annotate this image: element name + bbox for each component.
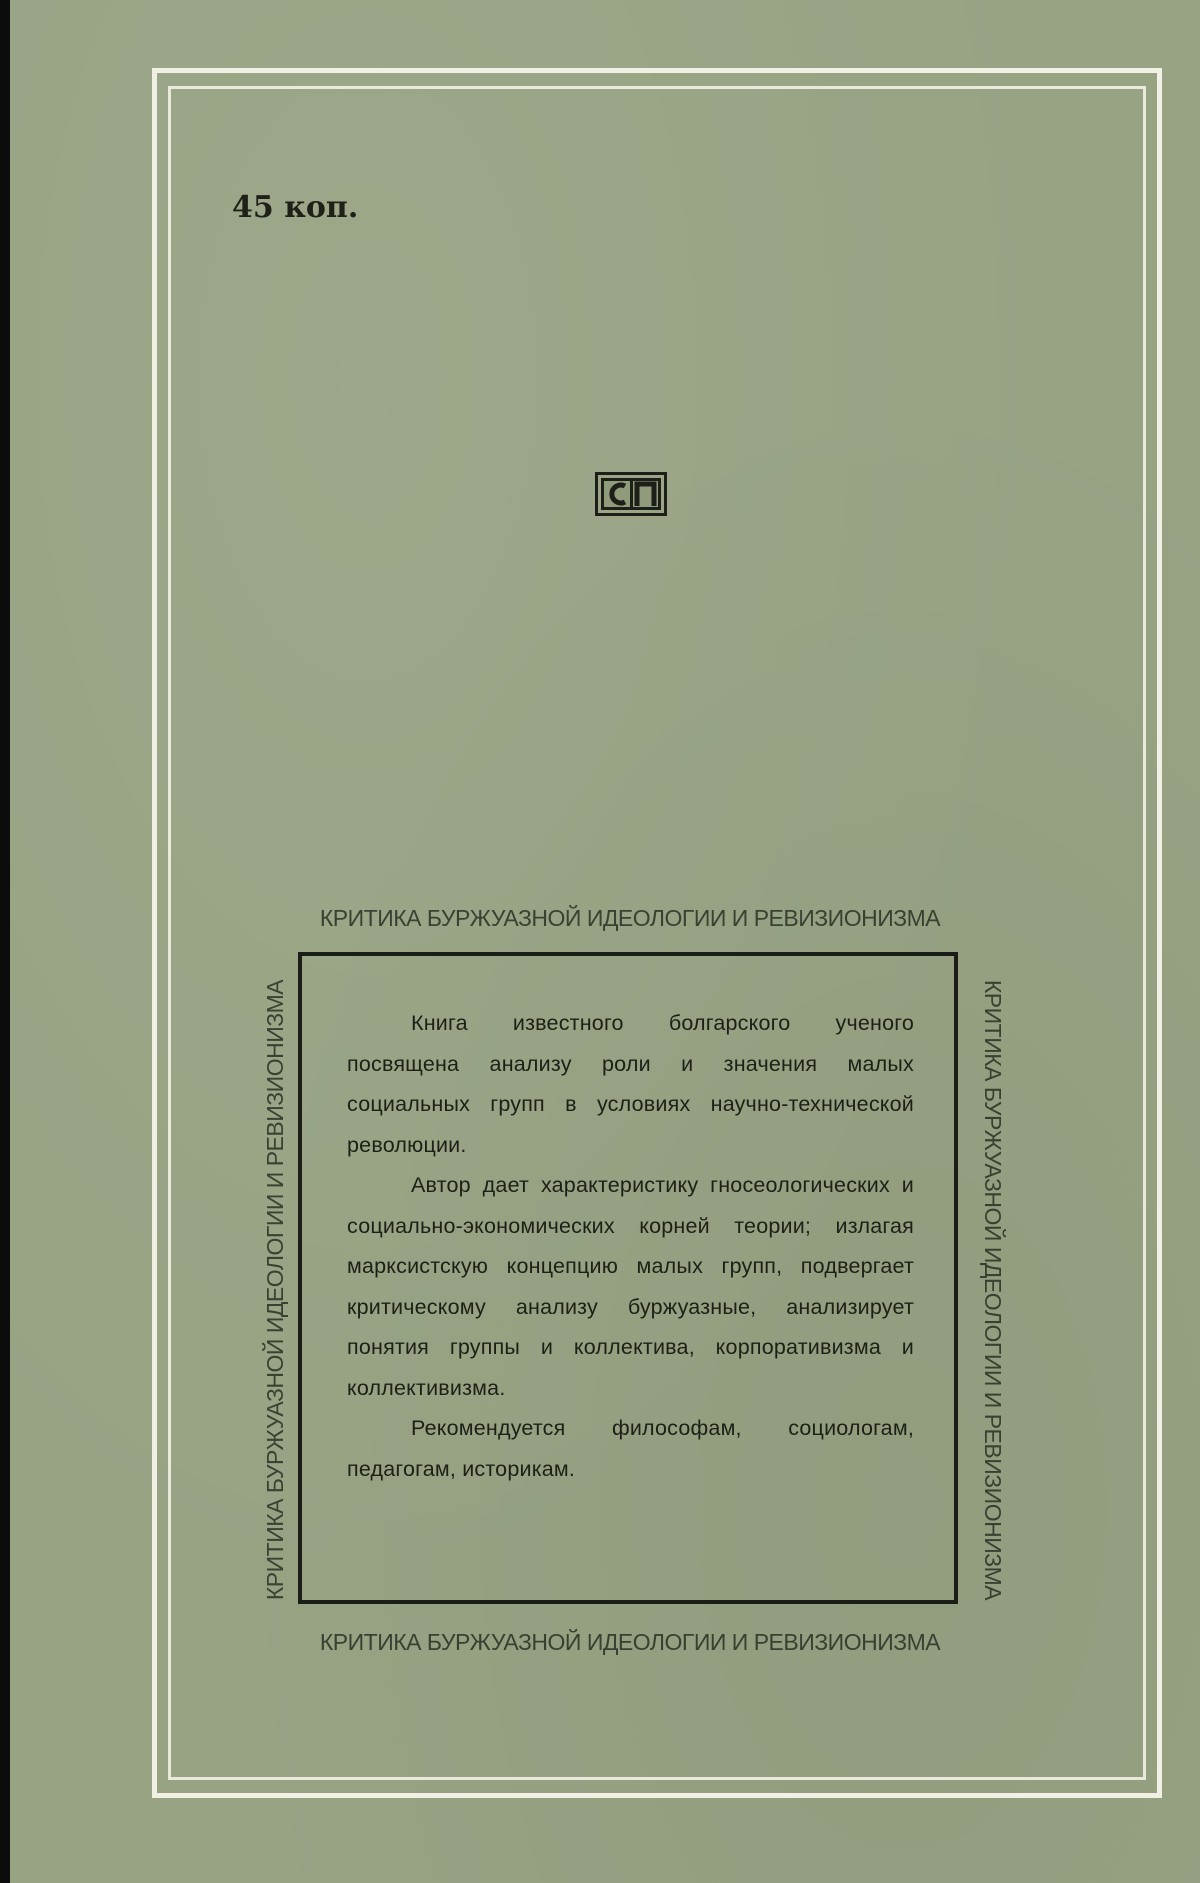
series-title-right: КРИТИКА БУРЖУАЗНОЙ ИДЕОЛОГИИ И РЕВИЗИОНИЗМА bbox=[980, 979, 1006, 1601]
annotation-paragraph-2: Автор дает характеристику гносеологических и социально-экономических корней теории; излагая марксистскую концепцию малых групп, подвергает критическому анализу буржуазные, анализирует понятия группы и коллектива, корпоративизма и коллективизма. bbox=[347, 1173, 914, 1400]
publisher-logo-icon bbox=[595, 472, 667, 516]
series-title-bottom: КРИТИКА БУРЖУАЗНОЙ ИДЕОЛОГИИ И РЕВИЗИОНИЗМА bbox=[319, 1629, 941, 1655]
series-title-top: КРИТИКА БУРЖУАЗНОЙ ИДЕОЛОГИИ И РЕВИЗИОНИЗМА bbox=[319, 905, 941, 931]
series-title-left: КРИТИКА БУРЖУАЗНОЙ ИДЕОЛОГИИ И РЕВИЗИОНИЗМА bbox=[262, 979, 288, 1601]
annotation-box bbox=[298, 952, 958, 1604]
price-label: 45 коп. bbox=[232, 190, 359, 225]
annotation-paragraph-1: Книга известного болгарского ученого посвящена анализу роли и значения малых социальных групп в условиях научно-технической революции. bbox=[347, 1011, 914, 1157]
annotation-paragraph-3: Рекомендуется философам, социологам, педагогам, историкам. bbox=[347, 1416, 914, 1481]
